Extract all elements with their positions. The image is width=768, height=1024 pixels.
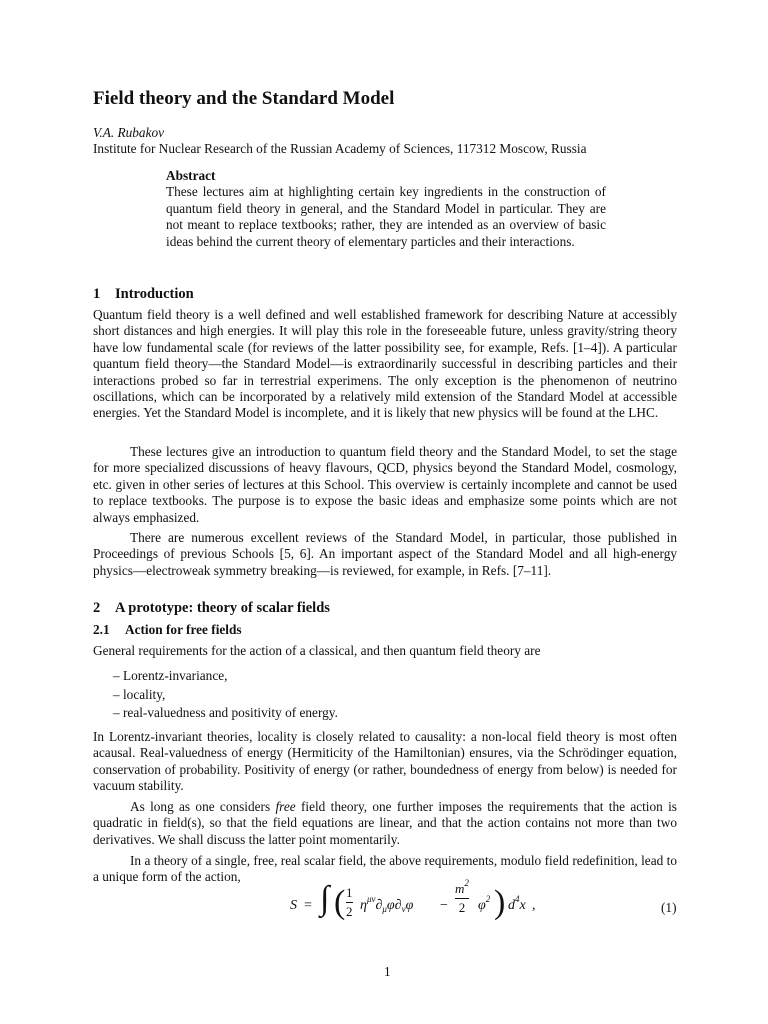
requirements-list — [113, 667, 338, 723]
abstract-heading: Abstract — [166, 168, 216, 183]
intro-paragraph-2: These lectures give an introduction to quantum field theory and the Standard Model, to set the stage for more specialized discussions of heavy flavours, QCD, physics beyond the Standard Model, cosmology, etc. given in other series of lectures at this School. This overview is certainly incomplete and cannot be used to replace textbooks. The purpose is to expose the basic ideas and emphasize some points which are not always emphasized. — [93, 444, 677, 525]
abstract-text: These lectures aim at highlighting certain key ingredients in the construction of quantum field theory in general, and the Standard Model in particular. They are not meant to replace textbooks; rather, they are intended as an overview of basic ideas behind the current theory of elementary particles and their interactions. — [166, 184, 606, 249]
paper-title: Field theory and the Standard Model — [93, 88, 395, 109]
page-number: 1 — [384, 964, 391, 979]
equation-number: (1) — [661, 900, 677, 915]
free-emphasis: free — [275, 799, 296, 814]
lorentz-paragraph: In Lorentz-invariant theories, locality is closely related to causality: a non-local field theory is most often acausal. Real-valuedness of energy (Hermiticity of the Hamiltonian) ensures, via the Schrödinger equation, conservation of probability. Positivity of energy (or rather, boundedness of energy from below) is needed for vacuum stability. — [93, 729, 677, 794]
free-field-text-before: As long as one considers — [130, 799, 276, 814]
section-2-number: 2 — [93, 600, 101, 616]
section-2-title: A prototype: theory of scalar fields — [115, 600, 330, 616]
free-field-paragraph — [93, 799, 677, 848]
section-1-title: Introduction — [115, 286, 194, 302]
section-1-number: 1 — [93, 286, 101, 302]
requirements-intro: General requirements for the action of a classical, and then quantum field theory are — [93, 643, 541, 658]
list-item: – real-valuedness and positivity of energy. — [113, 704, 338, 723]
free-field-text-after: field theory, one further imposes the requirements that the action is quadratic in field(s), so that the field equations are linear, and that the action contains not more than two derivatives. We shall discuss the latter point momentarily. — [93, 799, 677, 847]
subsection-2-1-heading — [93, 622, 242, 638]
scalar-field-paragraph: In a theory of a single, free, real scalar field, the above requirements, modulo field redefinition, lead to a unique form of the action, — [93, 853, 677, 885]
intro-paragraph-3: There are numerous excellent reviews of the Standard Model, in particular, those published in Proceedings of previous Schools [5, 6]. An important aspect of the Standard Model and all high-energy physics—electroweak symmetry breaking—is reviewed, for example, in Refs. [7–11]. — [93, 530, 677, 578]
intro-paragraph-1: Quantum field theory is a well defined and well established framework for describing Nature at accessibly short distances and high energies. It will play this role in the foreseeable future, unless gravity/string theory have low fundamental scale (for reviews of the latter possibility see, for example, Refs. [1–4]). A particular quantum field theory—the Standard Model—is extraordinarily successful in describing particles and their interactions probed so far in terrestrial experimens. The only exception is the phenomenon of neutrino oscillations, which can be incorporated by a relatively mild extension of the Standard Model at accessible energies. Yet the Standard Model is incomplete, and it is likely that new physics will be found at the LHC. — [93, 307, 677, 421]
section-2-heading — [93, 600, 330, 617]
subsection-2-1-title: Action for free fields — [125, 622, 242, 637]
paper-page: Field theory and the Standard Model V.A. Rubakov Institute for Nuclear Research of the Russian Academy of Sciences, 117312 Moscow, Russia Abstract These lectures aim at highlighting certain key ingredients in the construction of quantum field theory in general, and the Standard Model in particular. They are not meant to replace textbooks; rather, they are intended as an overview of basic ideas behind the current theory of elementary particles and their interactions. 1 Introduction Quantum field theory is a well defined and well established framework for describing Nature at accessibly short distances and high energies. It will play this role in the foreseeable future, unless gravity/string theory have low fundamental scale (for reviews of the latter possibility see, for example, Refs. [1–4]). A particular quantum field theory—the Standard Model—is extraordinarily successful in describing particles and their interactions probed so far in terrestrial experimens. The only exception is the phenomenon of neutrino oscillations, which can be incorporated by a relatively mild extension of the Standard Model at accessible energies. Yet the Standard Model is incomplete, and it is likely that new physics will be found at the LHC. These lectures give an introduction to quantum field theory and the Standard Model, to set the stage for more specialized discussions of heavy flavours, QCD, physics beyond the Standard Model, cosmology, etc. given in other series of lectures at this School. This overview is certainly incomplete and cannot be used to replace textbooks. The purpose is to expose the basic ideas and emphasize some points which are not always emphasized. There are numerous excellent reviews of the Standard Model, in particular, those published in Proceedings of previous Schools [5, 6]. An important aspect of the Standard Model and all high-energy physics—electroweak symmetry breaking—is reviewed, for example, in Refs. [7–11]. 2 A prototype: theory of scalar fields 2.1 Action for free fields General requirements for the action of a classical, and then quantum field theory are – Lorentz-invariance, – locality, – real-valuedness and positivity of energy. In Lorentz-invariant theories, locality is closely related to causality: a non-local field theory is most often acausal. Real-valuedness of energy (Hermiticity of the Hamiltonian) ensures, via the Schrödinger equation, conservation of probability. Positivity of energy (or rather, boundedness of energy from below) is needed for vacuum stability. As long as one considers free field theory, one further imposes the requirements that the action is quadratic in field(s), so that the field equations are linear, and that the action contains not more than two derivatives. We shall discuss the latter point momentarily. In a theory of a single, free, real scalar field, the above requirements, modulo field redefinition, lead to a unique form of the action, S = ∫ ( 1 2 $\eta^{\mu\nu}\partial_\mu\varphi\partial_\nu\varphi$ − $m^2$ 2 $\varphi^2$ ) $d^4x$ , (1) 1 — [0, 0, 768, 1024]
list-item: – locality, — [113, 686, 338, 705]
subsection-2-1-number: 2.1 — [93, 622, 110, 637]
author-name: V.A. Rubakov — [93, 125, 165, 140]
section-1-heading — [93, 286, 194, 303]
list-item: – Lorentz-invariance, — [113, 667, 338, 686]
author-affiliation: Institute for Nuclear Research of the Russian Academy of Sciences, 117312 Moscow, Russia — [93, 141, 587, 156]
